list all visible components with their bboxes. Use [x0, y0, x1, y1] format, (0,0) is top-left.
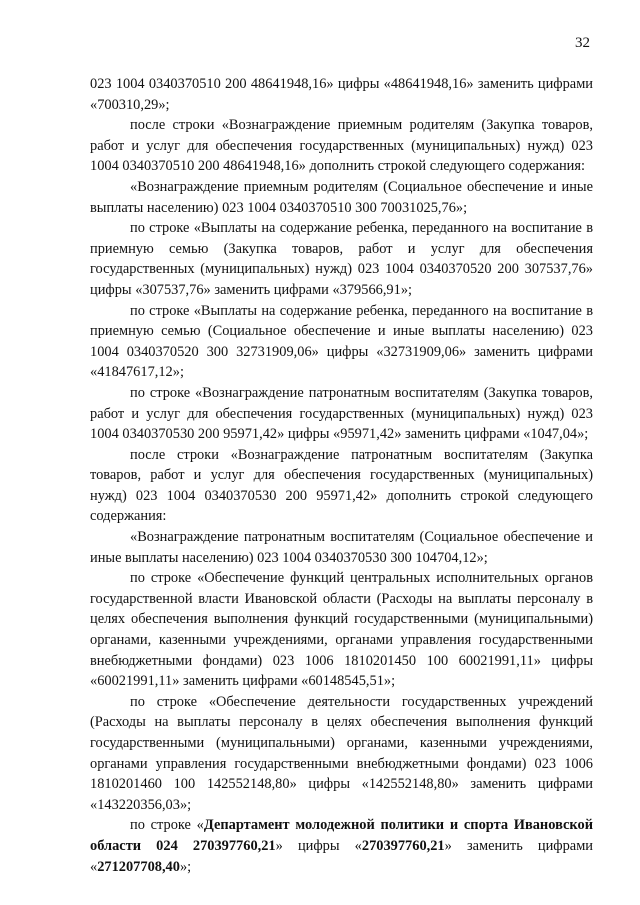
paragraph-text: по строке «Выплаты на содержание ребенка, переданного на воспитание в приемную семью (Социальное обеспечение и иные выплаты населению) 023 1004 0340370520 300 32731909,06» цифры «32731909,06» заменить цифрами «41847617,12»;: [90, 302, 593, 381]
paragraph: [90, 383, 593, 445]
paragraph-text: » цифры «: [275, 837, 362, 854]
document-body: [90, 74, 593, 877]
paragraph-text: «Вознаграждение приемным родителям (Социальное обеспечение и иные выплаты населению) 023 1004 0340370510 300 70031025,76»;: [90, 178, 593, 216]
paragraph-text: по строке «Обеспечение деятельности государственных учреждений (Расходы на выплаты персоналу в целях обеспечения выполнения функций государственными (муниципальными) органами, казенными учреждениями, органами управления государственными внебюджетными фондами) 023 1006 1810201460 100 142552148,80» цифры «142552148,80» заменить цифрами «143220356,03»;: [90, 693, 593, 813]
paragraph: [90, 445, 593, 527]
bold-text: Департамент молодежной политики и спорта Ивановской области 024 270397760,21: [90, 817, 593, 854]
bold-text: 270397760,21: [361, 837, 445, 854]
paragraph: [90, 115, 593, 177]
paragraph-text: 023 1004 0340370510 200 48641948,16» цифры «48641948,16» заменить цифрами «700310,29»;: [90, 76, 593, 113]
paragraph: [90, 692, 593, 816]
paragraph-text: по строке «Обеспечение функций центральных исполнительных органов государственной власти Ивановской области (Расходы на выплаты персоналу в целях обеспечения выполнения функций государственными (муниципальными) органами, казенными учреждениями, органами управления государственными внебюджетными фондами) 023 1006 1810201450 100 60021991,11» цифры «60021991,11» заменить цифрами «60148545,51»;: [90, 570, 593, 690]
paragraph-text: по строке «: [130, 817, 204, 834]
bold-text: 271207708,40: [97, 858, 180, 875]
paragraph: [90, 74, 593, 115]
paragraph-text: по строке «Вознаграждение патронатным воспитателям (Закупка товаров, работ и услуг для обеспечения государственных (муниципальных) нужд) 023 1004 0340370530 200 95971,42» цифры «95971,42» заменить цифрами «1047,04»;: [90, 384, 593, 443]
paragraph: [90, 815, 593, 877]
page-number: 32: [575, 35, 590, 51]
paragraph: [90, 568, 593, 692]
paragraph-text: после строки «Вознаграждение патронатным воспитателям (Закупка товаров, работ и услуг для обеспечения государственных (муниципальных) нужд) 023 1004 0340370530 200 95971,42» дополнить строкой следующего содержания:: [90, 446, 593, 525]
paragraph-text: после строки «Вознаграждение приемным родителям (Закупка товаров, работ и услуг для обеспечения государственных (муниципальных) нужд) 023 1004 0340370510 200 48641948,16» дополнить строкой следующего содержания:: [90, 117, 593, 175]
paragraph-text: » заменить цифрами «: [90, 837, 594, 875]
paragraph: [90, 218, 593, 300]
paragraph-text: «Вознаграждение патронатным воспитателям (Социальное обеспечение и иные выплаты населению) 023 1004 0340370530 300 104704,12»;: [90, 529, 593, 566]
paragraph: [90, 177, 593, 218]
paragraph-text: »;: [179, 858, 192, 875]
paragraph: [90, 301, 593, 383]
paragraph: [90, 527, 593, 568]
paragraph-text: по строке «Выплаты на содержание ребенка, переданного на воспитание в приемную семью (Закупка товаров, работ и услуг для обеспечения государственных (муниципальных) нужд) 023 1004 0340370520 200 307537,76» цифры «307537,76» заменить цифрами «379566,91»;: [90, 220, 593, 298]
